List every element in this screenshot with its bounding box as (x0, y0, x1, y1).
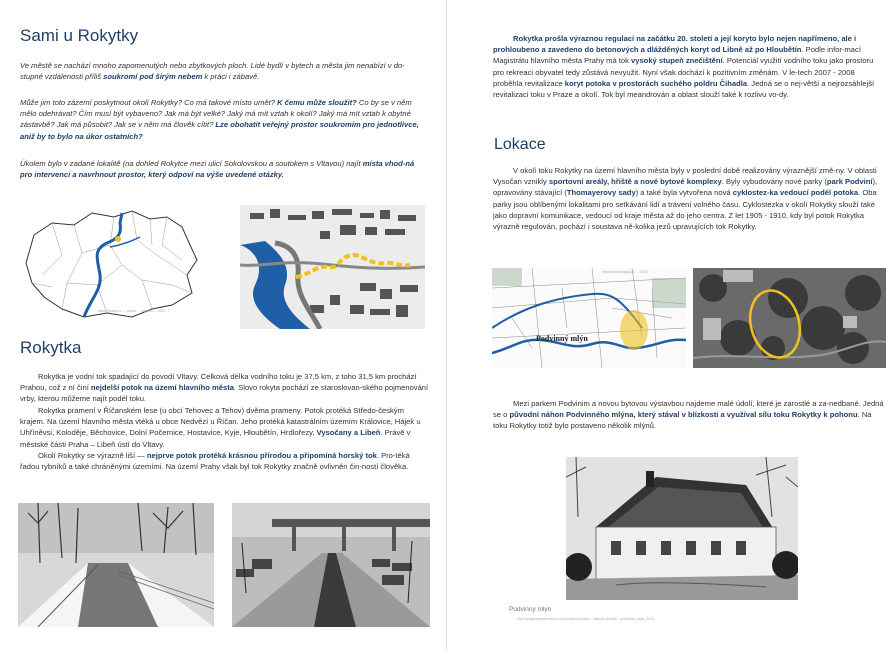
right-page (447, 0, 894, 651)
photo-caption: Podvinný mlýn (509, 606, 552, 613)
rokytka-paragraph-1: Rokytka je vodní tok spadající do povodí Vltavy. Celková délka vodního toku je 37,5 km, z toho 31,5 km prochází Prahou, což z ní činí nejdelší potok na území hlavního města. Slovo rokyta pochází ze staroslovan-ského pojmenování vrby, kterou můžeme najít podél toku. (20, 372, 429, 404)
photo-source-url: http://praguepreservation.com/podvinny-mlyn/...historic-photos/...podvinny_mlyn_2013 (517, 617, 655, 621)
photo-rokytka-channel (232, 503, 430, 627)
lokace-paragraph: V okolí toku Rokytky na území hlavního města byly v poslední době realizovány výraznější změ-ny. V oblasti Vysočan vznikly sportovní areály, hřiště a nové bytové komplexy. Byly vybudovány nové parky (park Podviní), opravovány stávající (Thomayerovy sady) a také byla vytvořena nová cyklostez-ka vedoucí podél potoka. Oba parky jsou oblíbenými lokalitami pro setkávání lidí a trávení volného času. Cyklostezka v okolí Rokytky slouží také jako dopravní komunikace, vedoucí od kraje města až do jeho centra. Z let 1905 - 1910, kdy byl potok Rokytka výrazně regulován, pochází i soustava ně-kolika jezů upravujících tok Rokytky. (493, 166, 878, 232)
cadastral-map-podviny (492, 268, 686, 368)
intro-paragraph-2: Může jim toto zázemí poskytnout okolí Rokytky? Co má takové místo umět? K čemu může sloužit? Co by se v něm mělo odehrávat? Čím musí být vybaveno? Jak má být velké? Jaký má mít vztah k okolí? Jaký má mít vztah k obytné zástavbě? Jak má působit? Jak se v něm má člověk cítit? Lze obohatit veřejný prostor soukromím pro jednotlivce, aniž by to bylo na úkor ostatních? (20, 98, 419, 141)
regulation-paragraph: Rokytka prošla výraznou regulací na začátku 20. století a její koryto bylo nejen napřímeno, ale i prohloubeno a zavedeno do betonových a dlážděných koryt od Libně až po Hloubětín. Podle infor-mací Magistrátu hlavního města Prahy má tok vysoký stupeň znečištění. Potenciál využití vodního toku jako prostoru pro rekreaci obyvatel tedy zůstává nevyužit. Nyní však dochází k pozitivním změnám. V le-tech 2007 - 2008 proběhla revitalizace koryt potoka v prostorách suchého poldru Čihadla. Jedná se o nej-větší a nejrozsáhlejší revitalizaci toku v Praze a okolí. Tok byl meandrován a oblast slouží také k rozlivu vo-dy. (493, 34, 875, 100)
prague-district-map (22, 205, 202, 323)
photo-rokytka-winter (18, 503, 214, 627)
aerial-map-rokytka (240, 205, 425, 329)
mlyn-paragraph: Mezi parkem Podvinim a novou bytovou výstavbou najdeme malé údolí, které je zarostlé a za-nedbané. Jedná se o původní náhon Podvinného mlýna, který stával v blízkosti a využíval sílu toku Rokytky k pohonu. Na toku Rokytky totiž bylo postaveno několik mlýnů. (493, 399, 884, 431)
title-lokace: Lokace (494, 136, 546, 153)
left-page (0, 0, 446, 651)
title-rokytka: Rokytka (20, 338, 82, 357)
rokytka-paragraph-3: Okolí Rokytky se výrazně liší — nejprve potok protéká krásnou přírodou a připomíná horský tok. Pro-téká řadou rybníků a také chráněnými územími. Na území Prahy však byl tok Rokytky značně ovlivněn čin-ností člověka. (20, 451, 410, 472)
photo-podvinny-mlyn (566, 457, 798, 600)
map-label-podvinny-mlyn: Podvinný mlýn (536, 334, 588, 343)
aerial-photo-park (693, 268, 886, 368)
intro-paragraph-1: Ve městě se nachází mnoho zapomenutých nebo zbytkových ploch. Lidé bydlí v bytech a města jim nenabízí v do-stupné vzdálenosti příliš soukromí pod širým nebem k práci i zábavě. (20, 61, 405, 82)
map-caption: https://www.mapy.cz ... 2013 (602, 270, 648, 274)
rokytka-paragraph-2: Rokytka pramení v Říčanském lese (u obcí Tehovec a Tehov) dvěma prameny. Potok protéká Středo-českým krajem. Na území hlavního města vtéká u obce Nedvězí u Říčan. Jeho protéká katastrálním územím Královice, Hájek u Uhříněvsi, Koloděje, Běchovice, Dolní Počernice, Hostavice, Kyje, Hloubětín, Hrdlořezy, Vysočany a Libeň. Právě v městské části Praha – Libeň ústí do Vltavy. (20, 406, 421, 449)
title-sami-u-rokytky: Sami u Rokytky (20, 26, 139, 45)
map-caption: https://mapy.cz ... praha ... rokytka ... 2013 (98, 309, 166, 313)
intro-paragraph-3: Úkolem bylo v zadané lokalitě (na dohled Rokytce mezi ulicí Sokolovskou a soutokem s Vltavou) najít místa vhod-ná pro intervenci a navrhnout prostor, který odpoví na výše uvedené otázky. (20, 159, 415, 180)
